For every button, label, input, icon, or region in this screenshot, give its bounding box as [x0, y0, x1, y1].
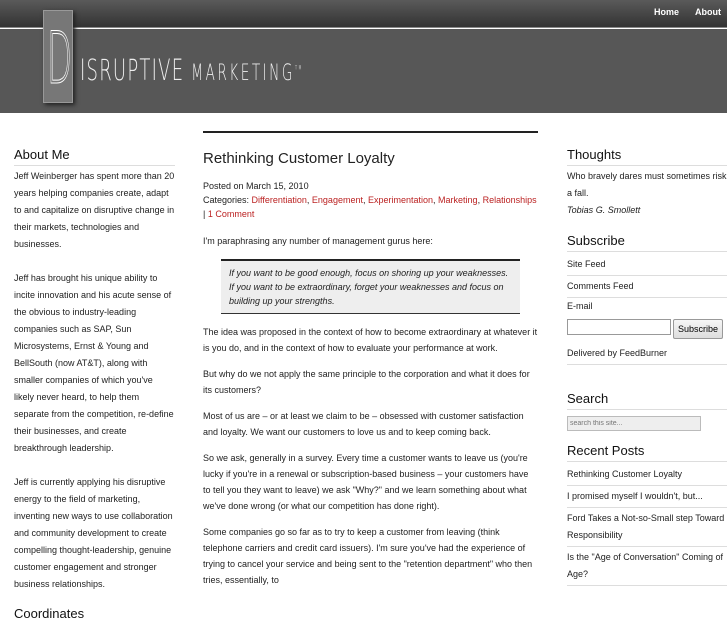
divider — [567, 409, 727, 410]
categories-label: Categories: — [203, 195, 252, 205]
feedburner-credit: Delivered by FeedBurner — [567, 343, 727, 365]
comments-link[interactable]: 1 Comment — [207, 209, 255, 219]
post-paragraph: So we ask, generally in a survey. Every time a customer wants to leave us (you're lucky if you're in a renewal or subscription-based business – your customers have to tell you they want to leave) we ask "Why?" and we learn something about what we've done wrong (or what our competition has done right). — [203, 453, 529, 511]
main-nav — [638, 7, 721, 17]
post-paragraph: The idea was proposed in the context of how to become extraordinary at whatever it is you do, and in the context of how to evaluate your performance at work. — [203, 327, 538, 353]
subscribe-title: Subscribe — [567, 233, 625, 248]
post-intro: I'm paraphrasing any number of management gurus here: — [203, 236, 433, 246]
top-nav-bar — [0, 0, 727, 28]
post-paragraph: Most of us are – or at least we claim to be – obsessed with customer satisfaction and loyalty. We want our customers to love us and to keep coming back. — [203, 411, 524, 437]
post-categories: Categories: Differentiation, Engagement, Experimentation, Marketing, Relationships | 1 Comment — [203, 195, 537, 219]
logo-text — [80, 53, 303, 87]
category-link[interactable]: Experimentation — [367, 195, 434, 205]
email-input[interactable] — [567, 319, 671, 335]
about-paragraph: Jeff is currently applying his disruptive energy to the field of marketing, inventing new ways to use collaboration and community development to create compelling thought-leadership, genuine customer engagement and stronger business relationships. — [14, 477, 173, 589]
search-input[interactable] — [567, 416, 701, 431]
logo-tm: TM — [294, 64, 303, 72]
quote-line: If you want to be extraordinary, forget your weaknesses and focus on building up your strengths. — [229, 282, 504, 306]
recent-post-link[interactable]: Ford Takes a Not-so-Small step Toward Responsibility — [567, 508, 727, 547]
nav-home[interactable]: Home — [653, 7, 679, 17]
logo-word1: ISRUPTIVE — [80, 53, 185, 87]
post-title[interactable]: Rethinking Customer Loyalty — [203, 150, 395, 167]
post-paragraph: Some companies go so far as to try to keep a customer from leaving (think telephone carriers and credit card issuers). I'm sure you've had the experience of trying to cancel your service and being sent to the "retention department" who then tries, essentially, to — [203, 527, 533, 585]
nav-about[interactable]: About — [695, 7, 721, 17]
coordinates-title: Coordinates — [14, 606, 85, 621]
recent-post-link[interactable]: I promised myself I wouldn't, but... — [567, 486, 727, 508]
left-sidebar — [14, 140, 175, 624]
logo-word2: MARKETING — [191, 61, 295, 86]
recent-post-link[interactable]: Rethinking Customer Loyalty — [567, 464, 727, 486]
post — [203, 131, 538, 588]
quote-line: If you want to be good enough, focus on shoring up your weaknesses. — [229, 268, 509, 278]
comments-feed-link[interactable]: Comments Feed — [567, 276, 727, 298]
about-paragraph: Jeff Weinberger has spent more than 20 years helping companies create, adapt to and capitalize on disruptive change in their markets, technologies and businesses. — [14, 171, 175, 249]
email-form — [567, 319, 727, 339]
post-date: Posted on March 15, 2010 — [203, 181, 309, 191]
category-link[interactable]: Engagement — [311, 195, 363, 205]
thoughts-title: Thoughts — [567, 147, 622, 162]
about-title: About Me — [14, 147, 70, 162]
site-feed-link[interactable]: Site Feed — [567, 254, 727, 276]
post-quote — [221, 259, 520, 314]
category-link[interactable]: Marketing — [438, 195, 478, 205]
divider — [14, 165, 175, 166]
recent-posts-title: Recent Posts — [567, 443, 645, 458]
category-link[interactable]: Differentiation — [251, 195, 307, 205]
logo-letter: D — [47, 16, 72, 100]
post-paragraph: But why do we not apply the same principle to the corporation and what it does for its customers? — [203, 369, 530, 395]
search-title: Search — [567, 391, 609, 406]
email-label: E-mail — [567, 301, 593, 311]
divider — [567, 251, 727, 252]
about-paragraph: Jeff has brought his unique ability to incite innovation and his acute sense of the obvious to industry-leading companies such as SAP, Sun Microsystems, Ernst & Young and BellSouth (now AT&T), along with smaller companies of which you've likely never heard, to help them separate from the competition, re-define their businesses, and create breakthrough leadership. — [14, 273, 174, 453]
divider — [567, 461, 727, 462]
divider — [567, 165, 727, 166]
right-sidebar — [567, 140, 727, 586]
thought-quote: Who bravely dares must sometimes risk a fall. — [567, 171, 727, 198]
category-link[interactable]: Relationships — [482, 195, 537, 205]
thought-author: Tobias G. Smollett — [567, 205, 641, 215]
subscribe-button[interactable]: Subscribe — [673, 319, 723, 339]
recent-post-link[interactable]: Is the "Age of Conversation" Coming of Age? — [567, 547, 727, 586]
